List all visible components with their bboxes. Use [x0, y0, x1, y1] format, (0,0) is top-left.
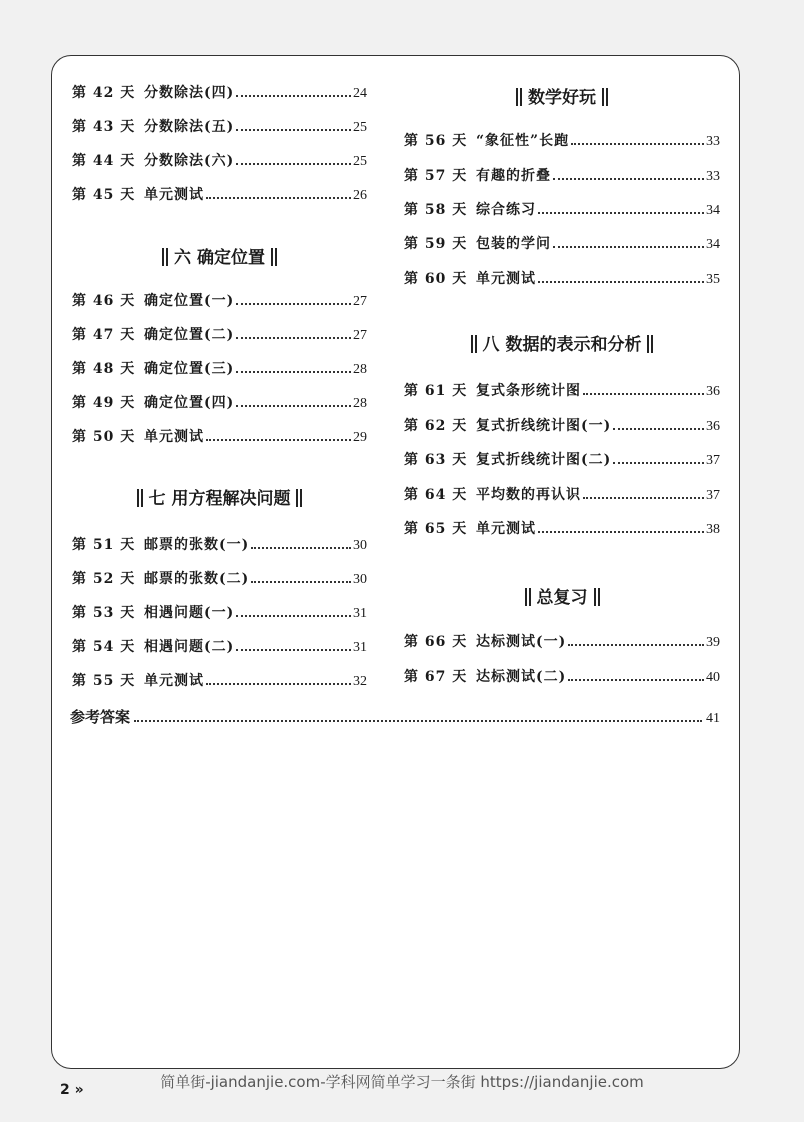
entry-day: 第 51 天: [72, 537, 136, 553]
entry-topic: 达标测试(一): [476, 634, 567, 650]
toc-entry[interactable]: [404, 415, 720, 437]
entry-page: 32: [353, 674, 367, 689]
toc-entry[interactable]: [72, 82, 367, 104]
section-title: 六 确定位置: [174, 248, 265, 268]
toc-entry[interactable]: [404, 268, 720, 290]
dot-leader: [571, 143, 704, 145]
entry-day: 第 63 天: [404, 452, 468, 468]
entry-topic: 邮票的张数(二): [144, 571, 250, 587]
dot-leader: [236, 95, 351, 97]
dot-leader: [251, 547, 351, 549]
section-title: 总复习: [536, 588, 588, 608]
dot-leader: [236, 405, 351, 407]
dot-leader: [206, 439, 351, 441]
entry-day: 第 52 天: [72, 571, 136, 587]
entry-page: 37: [706, 453, 720, 468]
entry-page: 27: [353, 328, 367, 343]
entry-page: 33: [706, 169, 720, 184]
toc-entry[interactable]: [72, 534, 367, 556]
entry-day: 第 44 天: [72, 153, 136, 169]
entry-page: 25: [353, 154, 367, 169]
entry-page: 35: [706, 272, 720, 287]
toc-entry[interactable]: [404, 631, 720, 653]
footer-watermark: 简单街-jiandanjie.com-学科网简单学习一条街 https://jiandanjie.com: [160, 1073, 644, 1091]
entry-page: 36: [706, 384, 720, 399]
entry-page: 24: [353, 86, 367, 101]
section-heading: [404, 330, 720, 355]
entry-topic: 分数除法(五): [144, 119, 235, 135]
entry-topic: 单元测试: [144, 187, 204, 203]
entry-page: 33: [706, 134, 720, 149]
toc-entry[interactable]: [404, 380, 720, 402]
entry-page: 37: [706, 488, 720, 503]
entry-page: 34: [706, 237, 720, 252]
dot-leader: [236, 649, 351, 651]
section-heading: [72, 484, 367, 509]
section-title: 八 数据的表示和分析: [482, 335, 642, 355]
toc-entry[interactable]: [72, 150, 367, 172]
entry-day: 第 55 天: [72, 673, 136, 689]
entry-page: 39: [706, 635, 720, 650]
entry-topic: 确定位置(一): [144, 293, 235, 309]
toc-entry[interactable]: [72, 290, 367, 312]
entry-topic: 确定位置(四): [144, 395, 235, 411]
dot-leader: [236, 129, 351, 131]
entry-topic: 相遇问题(二): [144, 639, 235, 655]
entry-topic: 确定位置(三): [144, 361, 235, 377]
section-bar-left: [525, 588, 531, 606]
entry-day: 第 56 天: [404, 133, 468, 149]
entry-day: 第 57 天: [404, 168, 468, 184]
dot-leader: [236, 303, 351, 305]
dot-leader: [553, 246, 704, 248]
section-heading: [404, 583, 720, 608]
toc-entry[interactable]: [404, 449, 720, 471]
toc-entry[interactable]: [72, 426, 367, 448]
entry-page: 31: [353, 606, 367, 621]
section-bar-left: [137, 489, 143, 507]
dot-leader: [583, 497, 704, 499]
entry-topic: 平均数的再认识: [476, 487, 581, 503]
entry-topic: 单元测试: [476, 271, 536, 287]
dot-leader: [568, 644, 704, 646]
section-bar-right: [602, 88, 608, 106]
dot-leader: [206, 683, 351, 685]
dot-leader: [236, 163, 351, 165]
entry-day: 第 49 天: [72, 395, 136, 411]
entry-day: 第 46 天: [72, 293, 136, 309]
entry-topic: 相遇问题(一): [144, 605, 235, 621]
toc-entry[interactable]: [404, 518, 720, 540]
toc-entry[interactable]: [72, 602, 367, 624]
entry-day: 第 48 天: [72, 361, 136, 377]
answers-entry[interactable]: [70, 706, 720, 730]
section-bar-right: [647, 335, 653, 353]
entry-day: 第 67 天: [404, 669, 468, 685]
toc-entry[interactable]: [72, 636, 367, 658]
entry-page: 28: [353, 396, 367, 411]
entry-day: 第 54 天: [72, 639, 136, 655]
section-bar-left: [471, 335, 477, 353]
toc-entry[interactable]: [72, 324, 367, 346]
dot-leader: [538, 531, 704, 533]
dot-leader: [583, 393, 704, 395]
section-bar-right: [271, 248, 277, 266]
section-heading: [72, 243, 367, 268]
entry-day: 第 45 天: [72, 187, 136, 203]
dot-leader: [538, 212, 704, 214]
entry-day: 第 61 天: [404, 383, 468, 399]
entry-topic: 综合练习: [476, 202, 536, 218]
section-bar-left: [516, 88, 522, 106]
entry-page: 27: [353, 294, 367, 309]
toc-entry[interactable]: [72, 670, 367, 692]
dot-leader: [613, 462, 704, 464]
dot-leader: [613, 428, 704, 430]
toc-entry[interactable]: [404, 130, 720, 152]
dot-leader: [568, 679, 704, 681]
entry-page: 38: [706, 522, 720, 537]
section-bar-right: [594, 588, 600, 606]
entry-day: 第 66 天: [404, 634, 468, 650]
answers-label: 参考答案: [70, 708, 131, 726]
entry-page: 28: [353, 362, 367, 377]
entry-day: 第 50 天: [72, 429, 136, 445]
section-heading: [404, 83, 720, 108]
toc-entry[interactable]: [72, 568, 367, 590]
dot-leader: [553, 178, 704, 180]
entry-day: 第 64 天: [404, 487, 468, 503]
dot-leader: [206, 197, 351, 199]
entry-topic: 复式条形统计图: [476, 383, 581, 399]
entry-topic: 包装的学问: [476, 236, 551, 252]
entry-page: 29: [353, 430, 367, 445]
entry-topic: 单元测试: [144, 429, 204, 445]
entry-topic: “象征性”长跑: [476, 133, 570, 149]
section-bar-right: [296, 489, 302, 507]
entry-topic: 分数除法(六): [144, 153, 235, 169]
toc-entry[interactable]: [72, 358, 367, 380]
dot-leader: [134, 720, 702, 722]
entry-day: 第 60 天: [404, 271, 468, 287]
entry-topic: 确定位置(二): [144, 327, 235, 343]
toc-entry[interactable]: [404, 233, 720, 255]
toc-entry[interactable]: [404, 666, 720, 688]
toc-entry[interactable]: [404, 484, 720, 506]
entry-topic: 达标测试(二): [476, 669, 567, 685]
entry-page: 36: [706, 419, 720, 434]
entry-day: 第 58 天: [404, 202, 468, 218]
section-bar-left: [162, 248, 168, 266]
entry-page: 30: [353, 538, 367, 553]
dot-leader: [538, 281, 704, 283]
section-title: 七 用方程解决问题: [148, 489, 291, 509]
entry-day: 第 47 天: [72, 327, 136, 343]
dot-leader: [236, 615, 351, 617]
entry-topic: 复式折线统计图(二): [476, 452, 612, 468]
entry-page: 40: [706, 670, 720, 685]
entry-topic: 单元测试: [476, 521, 536, 537]
entry-day: 第 59 天: [404, 236, 468, 252]
entry-page: 26: [353, 188, 367, 203]
entry-topic: 分数除法(四): [144, 85, 235, 101]
toc-entry[interactable]: [404, 165, 720, 187]
entry-topic: 有趣的折叠: [476, 168, 551, 184]
entry-topic: 单元测试: [144, 673, 204, 689]
dot-leader: [251, 581, 351, 583]
dot-leader: [236, 371, 351, 373]
entry-page: 30: [353, 572, 367, 587]
toc-entry[interactable]: [72, 392, 367, 414]
entry-day: 第 43 天: [72, 119, 136, 135]
entry-page: 34: [706, 203, 720, 218]
toc-entry[interactable]: [72, 116, 367, 138]
toc-entry[interactable]: [72, 184, 367, 206]
entry-page: 25: [353, 120, 367, 135]
section-title: 数学好玩: [528, 88, 596, 108]
entry-topic: 邮票的张数(一): [144, 537, 250, 553]
toc-entry[interactable]: [404, 199, 720, 221]
answers-page: 41: [706, 711, 720, 726]
page-number: 2 »: [60, 1082, 84, 1098]
entry-topic: 复式折线统计图(一): [476, 418, 612, 434]
entry-day: 第 65 天: [404, 521, 468, 537]
entry-day: 第 53 天: [72, 605, 136, 621]
dot-leader: [236, 337, 351, 339]
entry-day: 第 42 天: [72, 85, 136, 101]
entry-page: 31: [353, 640, 367, 655]
entry-day: 第 62 天: [404, 418, 468, 434]
